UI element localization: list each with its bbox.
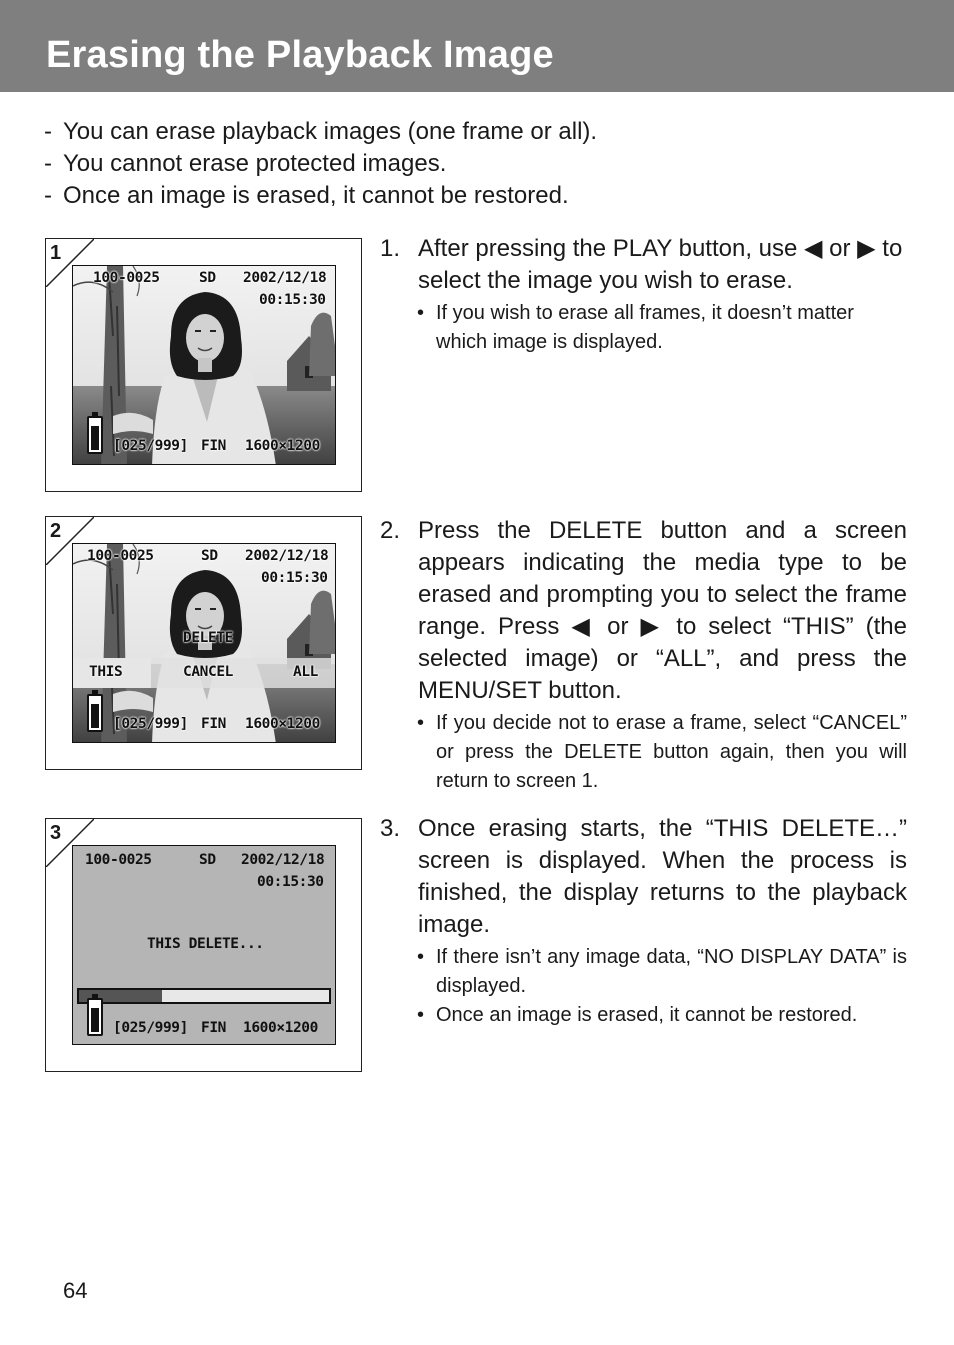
quality: FIN xyxy=(201,716,226,732)
bullet-item xyxy=(380,709,907,796)
step-heading xyxy=(380,233,907,297)
step-3 xyxy=(380,813,907,1030)
image-size: 1600×1200 xyxy=(245,716,320,732)
bullet-dot: • xyxy=(417,946,425,968)
option-this: THIS xyxy=(89,664,123,680)
date: 2002/12/18 xyxy=(241,852,325,868)
intro-list xyxy=(44,116,904,212)
folder-number: 100-0025 xyxy=(93,270,160,286)
battery-icon xyxy=(87,694,103,732)
step-heading xyxy=(380,515,907,707)
step-text: Press the DELETE button and a screen appears indicating the media type to be erased and prompting you to select the frame range. Press ◀ or ▶ to select “THIS” (the selected image) or “ALL”, and press the MENU/SET button. xyxy=(418,517,907,704)
time: 00:15:30 xyxy=(257,874,324,890)
lcd-screen xyxy=(72,543,336,743)
bullet-text: If there isn’t any image data, “NO DISPLAY DATA” is displayed. xyxy=(436,946,907,997)
dash: - xyxy=(44,150,52,177)
figure-number: 1 xyxy=(50,242,62,264)
folder-number: 100-0025 xyxy=(87,548,154,564)
frame-counter: [025/999] xyxy=(113,1020,188,1036)
step-2 xyxy=(380,515,907,796)
delete-menu-title: DELETE xyxy=(183,630,233,646)
intro-text: You cannot erase protected images. xyxy=(63,150,447,177)
bullet-item xyxy=(380,1001,907,1030)
step-text: Once erasing starts, the “THIS DELETE…” screen is displayed. When the process is finished, the display returns to the playback image. xyxy=(418,815,907,938)
intro-text: Once an image is erased, it cannot be restored. xyxy=(63,182,569,209)
step-number: 2. xyxy=(380,517,401,544)
time: 00:15:30 xyxy=(259,292,326,308)
time: 00:15:30 xyxy=(261,570,328,586)
quality: FIN xyxy=(201,1020,226,1036)
bullet-dot: • xyxy=(417,302,425,324)
figure-number: 2 xyxy=(50,520,62,542)
intro-item xyxy=(44,116,904,148)
dash: - xyxy=(44,182,52,209)
step-1 xyxy=(380,233,907,357)
frame-counter: [025/999] xyxy=(113,438,188,454)
lcd-screen xyxy=(72,265,336,465)
intro-item xyxy=(44,148,904,180)
bullet-dot: • xyxy=(417,712,425,734)
step-text: After pressing the PLAY button, use ◀ or ▶ to select the image you wish to erase. xyxy=(418,235,903,294)
intro-item xyxy=(44,180,904,212)
image-size: 1600×1200 xyxy=(243,1020,318,1036)
intro-text: You can erase playback images (one frame or all). xyxy=(63,118,598,145)
page-number: 64 xyxy=(63,1278,88,1303)
page-title: Erasing the Playback Image xyxy=(46,34,554,76)
folder-number: 100-0025 xyxy=(85,852,152,868)
option-cancel: CANCEL xyxy=(183,664,233,680)
bullet-text: If you decide not to erase a frame, select “CANCEL” or press the DELETE button again, then you will return to screen 1. xyxy=(436,712,907,792)
figure-number: 3 xyxy=(50,822,62,844)
battery-icon xyxy=(87,998,103,1036)
step-number: 3. xyxy=(380,815,401,842)
bullet-dot: • xyxy=(417,1004,425,1026)
deleting-message: THIS DELETE... xyxy=(147,936,264,952)
bullet-text: If you wish to erase all frames, it doesn’t matter which image is displayed. xyxy=(436,302,854,353)
figure-2 xyxy=(45,516,362,770)
media-type: SD xyxy=(199,270,216,286)
media-type: SD xyxy=(201,548,218,564)
date: 2002/12/18 xyxy=(245,548,329,564)
lcd-screen xyxy=(72,845,336,1045)
dash: - xyxy=(44,118,52,145)
quality: FIN xyxy=(201,438,226,454)
delete-progress-bar xyxy=(77,988,331,1004)
figure-1 xyxy=(45,238,362,492)
option-all: ALL xyxy=(293,664,318,680)
step-number: 1. xyxy=(380,235,401,262)
media-type: SD xyxy=(199,852,216,868)
bullet-item xyxy=(380,299,907,357)
bullet-text: Once an image is erased, it cannot be restored. xyxy=(436,1004,858,1026)
figure-3 xyxy=(45,818,362,1072)
image-size: 1600×1200 xyxy=(245,438,320,454)
step-heading xyxy=(380,813,907,941)
bullet-item xyxy=(380,943,907,1001)
frame-counter: [025/999] xyxy=(113,716,188,732)
date: 2002/12/18 xyxy=(243,270,327,286)
battery-icon xyxy=(87,416,103,454)
